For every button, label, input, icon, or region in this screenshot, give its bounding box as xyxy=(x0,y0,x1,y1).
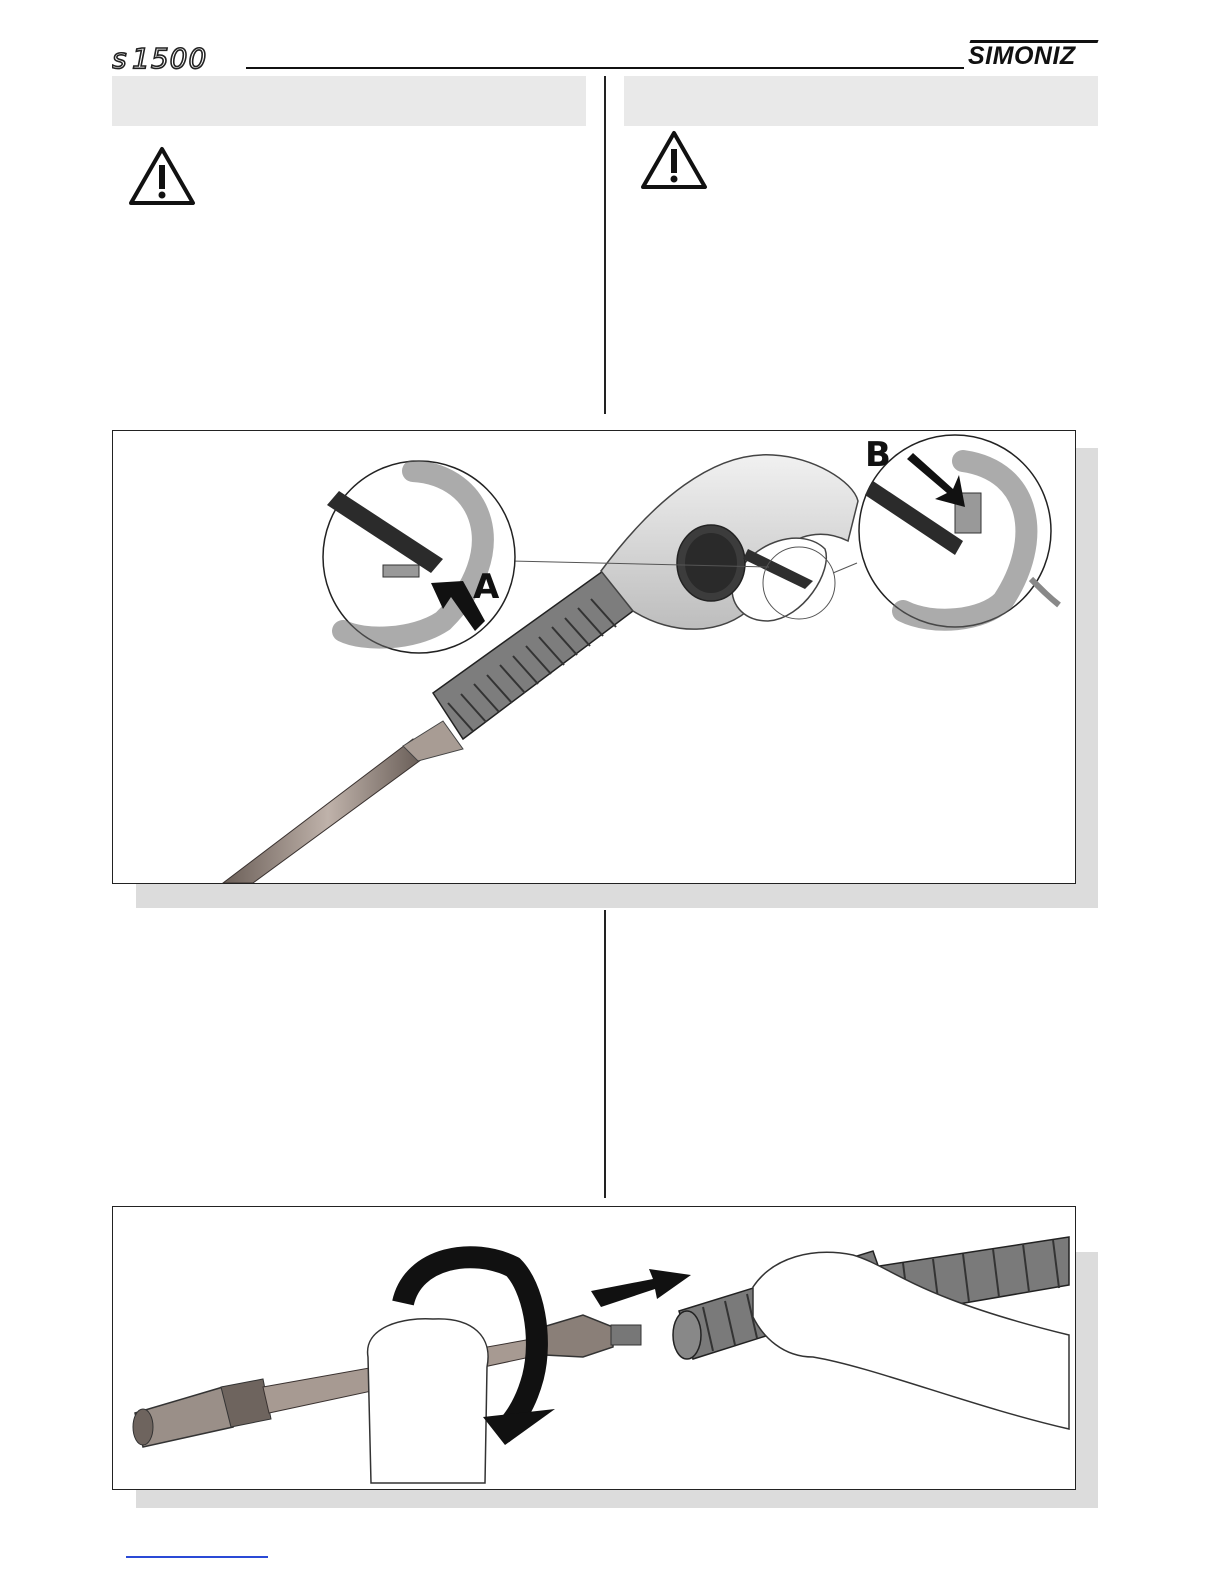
brand-name: SIMONIZ xyxy=(968,42,1076,70)
figure-lance-assembly xyxy=(112,1206,1076,1490)
model-logo xyxy=(112,44,240,76)
detail-circle-a xyxy=(323,461,515,653)
header-rule xyxy=(246,67,964,69)
column-divider-top xyxy=(604,76,606,414)
callout-label-b: B xyxy=(865,435,891,475)
section-title-bar-right xyxy=(624,76,1098,126)
svg-text:s: s xyxy=(112,44,127,75)
column-divider-bottom xyxy=(604,910,606,1198)
warning-triangle-icon xyxy=(640,130,708,190)
section-title-bar-left xyxy=(112,76,586,126)
brand-logo xyxy=(962,38,1102,72)
callout-label-a: A xyxy=(473,567,500,607)
svg-text:1500: 1500 xyxy=(132,44,208,75)
footer-link-underline[interactable] xyxy=(126,1556,268,1558)
figure-gun-trigger-detail xyxy=(112,430,1076,884)
warning-triangle-icon xyxy=(128,146,196,206)
